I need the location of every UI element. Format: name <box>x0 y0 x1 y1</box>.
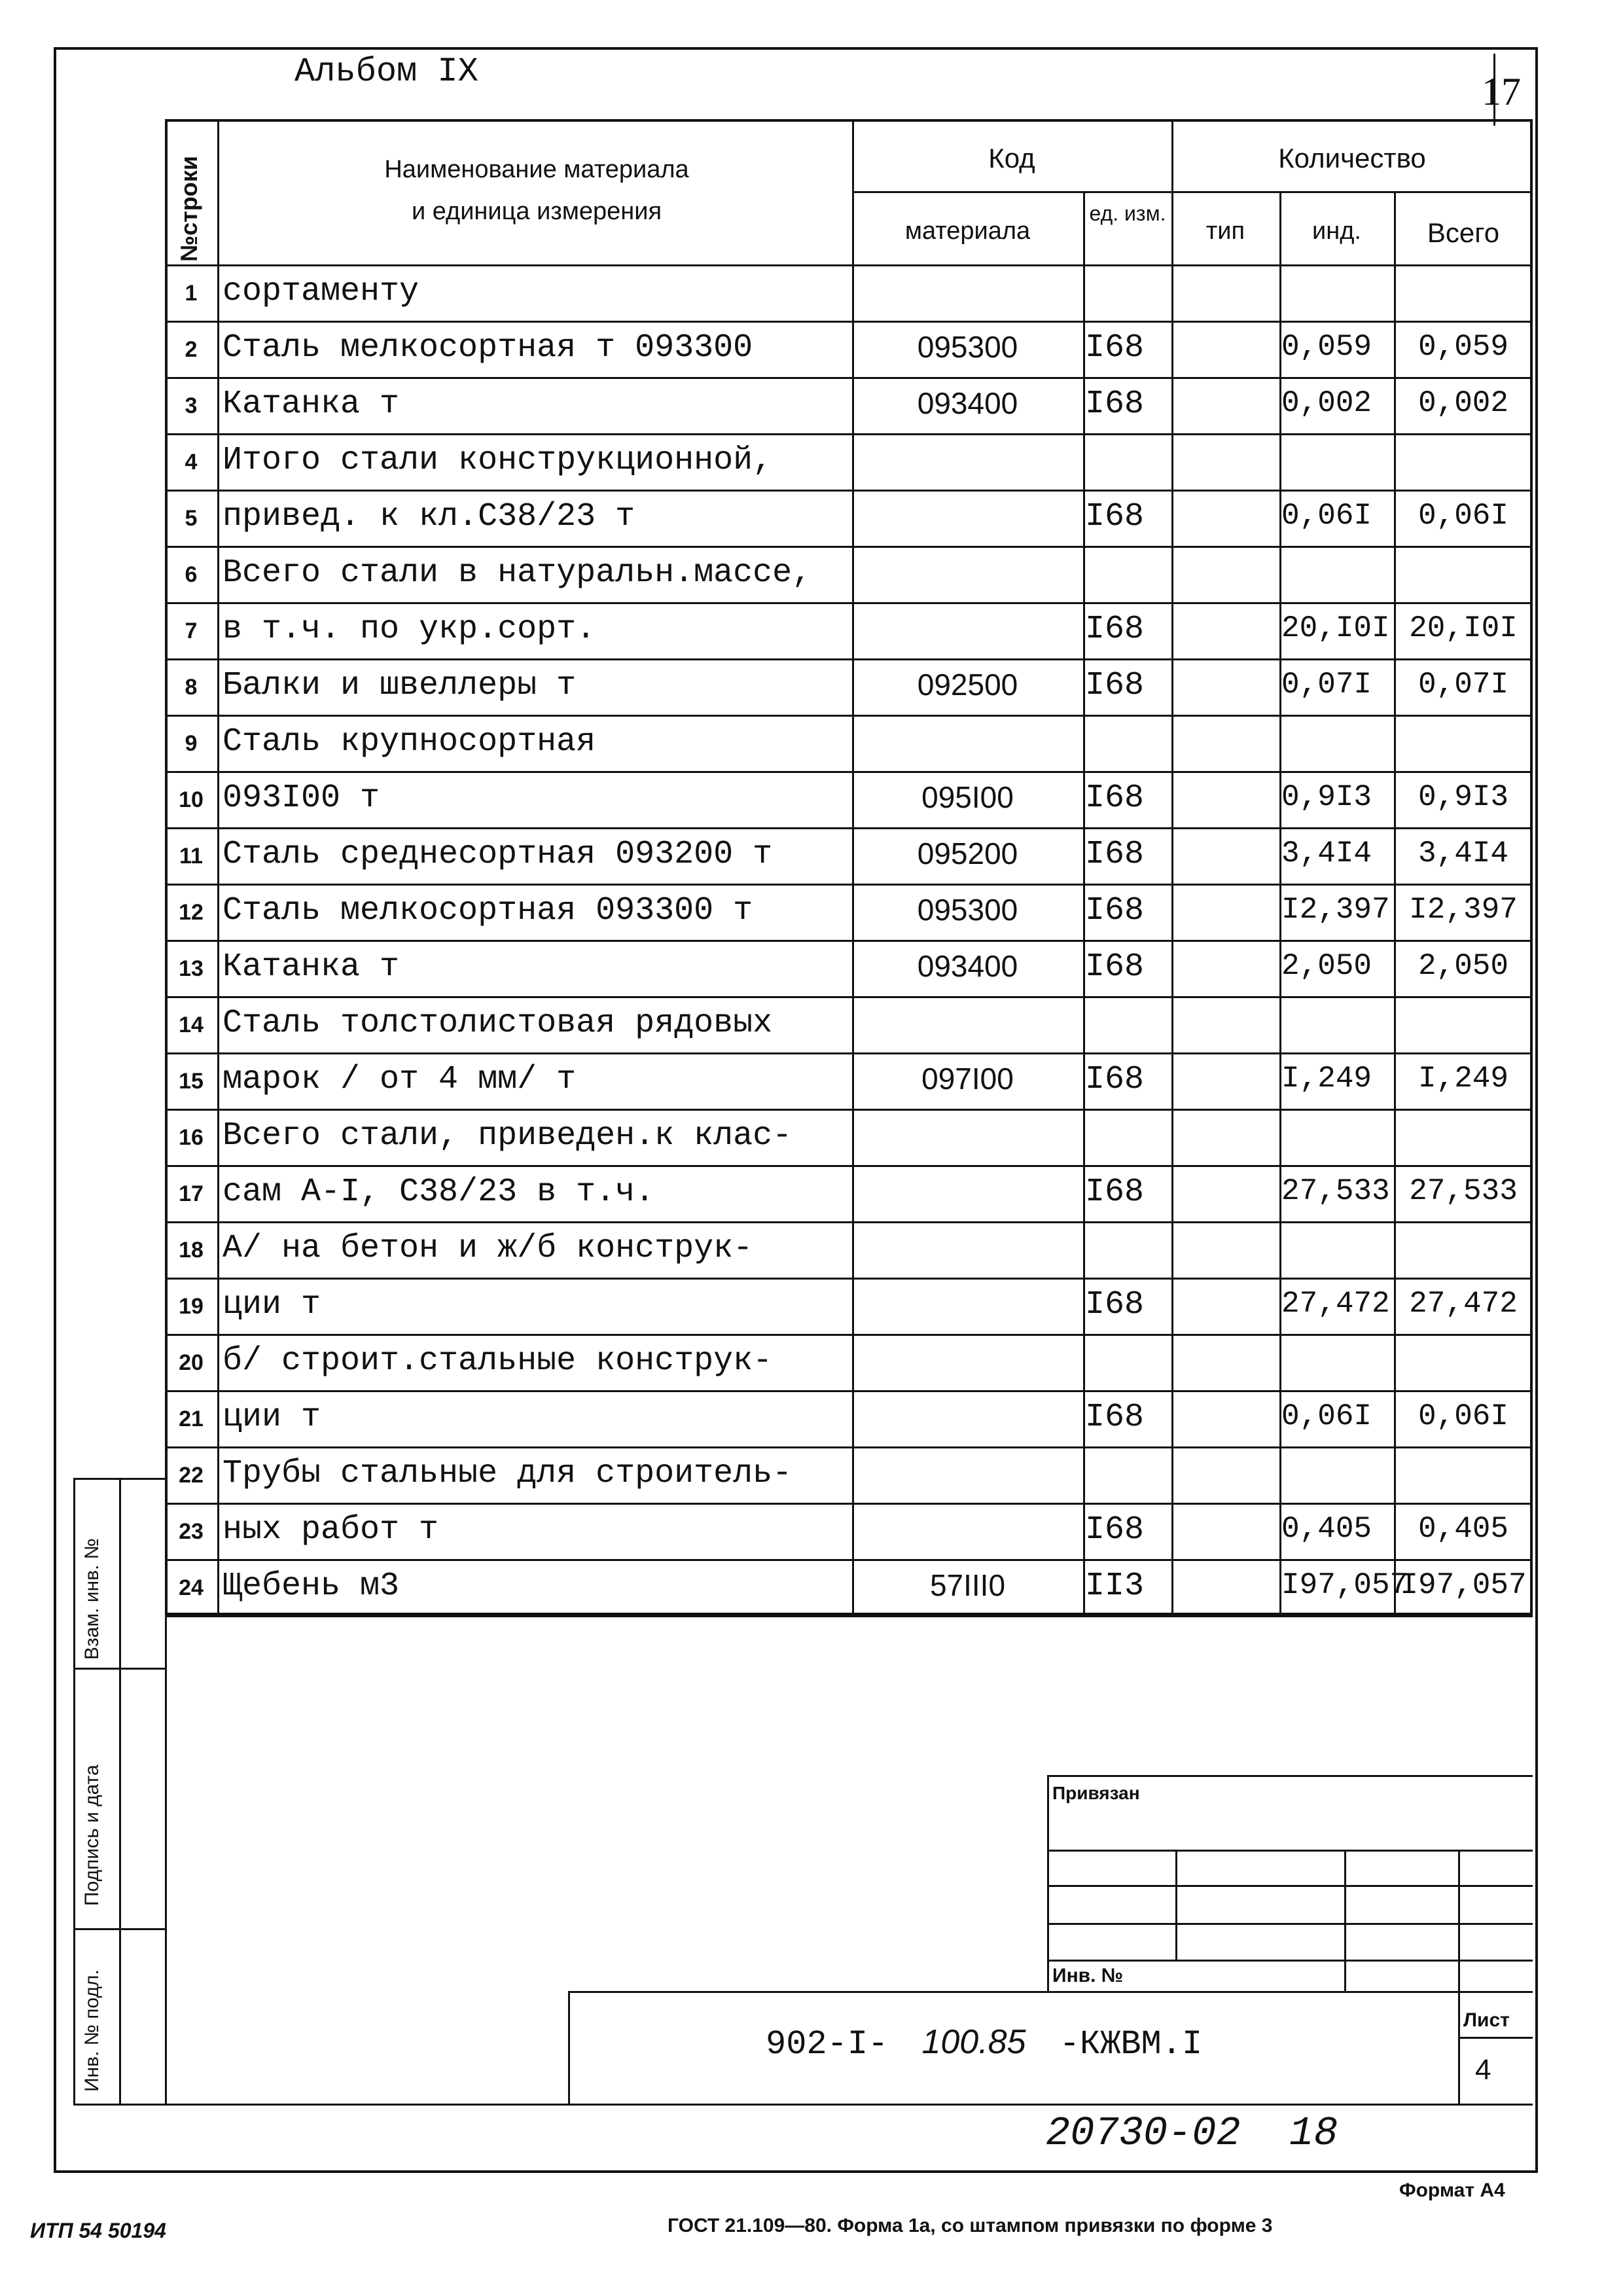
titleblock-line <box>568 1991 570 2104</box>
cell-name: б/ строит.стальные конструк- <box>223 1342 773 1380</box>
cell-n: 9 <box>185 731 198 756</box>
cell-n: 5 <box>185 506 198 531</box>
cell-name: привед. к кл.С38/23 т <box>223 498 635 535</box>
header-quantity: Количество <box>1278 143 1426 173</box>
cell-n: 22 <box>179 1463 204 1488</box>
cell-unit: I68 <box>1085 386 1145 423</box>
cell-unit: I68 <box>1085 498 1145 535</box>
cell-code: 093400 <box>917 949 1018 983</box>
side-strip-line <box>73 1668 165 1670</box>
cell-n: 6 <box>185 562 198 587</box>
row-divider <box>165 321 1533 323</box>
cell-unit: I68 <box>1085 780 1145 817</box>
cell-total: 20,I0I <box>1409 611 1518 645</box>
stamp-line <box>1458 1850 1460 2104</box>
stamp-line <box>1344 1850 1346 1991</box>
cell-total: 0,9I3 <box>1418 780 1509 814</box>
side-label-vzam: Взам. инв. № <box>81 1538 103 1660</box>
doc-code-a: 902-I- <box>766 2025 889 2064</box>
row-divider <box>165 490 1533 492</box>
cell-unit: I68 <box>1085 1061 1145 1098</box>
table-left-ext <box>165 1615 167 2105</box>
cell-ind: 27,533 <box>1281 1174 1390 1208</box>
cell-total: 2,050 <box>1418 949 1509 983</box>
stamp-sheet-label: Лист <box>1463 2009 1510 2031</box>
cell-code: 092500 <box>917 668 1018 702</box>
cell-name: марок / от 4 мм/ т <box>223 1061 577 1098</box>
cell-ind: 0,07I <box>1281 668 1372 702</box>
cell-total: 0,059 <box>1418 330 1509 364</box>
row-divider <box>165 1221 1533 1223</box>
footer-gost: ГОСТ 21.109—80. Форма 1а, со штампом привязки по форме 3 <box>668 2215 1273 2236</box>
cell-n: 17 <box>179 1181 204 1206</box>
cell-code: 095200 <box>917 836 1018 870</box>
cell-ind: 0,06I <box>1281 1399 1372 1433</box>
side-label-podpis: Подпись и дата <box>81 1765 103 1906</box>
cell-n: 7 <box>185 619 198 643</box>
cell-unit: I68 <box>1085 1399 1145 1436</box>
cell-n: 11 <box>179 844 203 869</box>
titleblock-line <box>1458 2037 1533 2039</box>
cell-name: А/ на бетон и ж/б конструк- <box>223 1230 753 1267</box>
row-divider <box>165 771 1533 773</box>
row-divider <box>165 1278 1533 1280</box>
header-name-line2: и единица измерения <box>411 198 662 225</box>
doc-code-c: -КЖВМ.I <box>1059 2025 1203 2064</box>
cell-ind: 2,050 <box>1281 949 1372 983</box>
cell-name: Катанка т <box>223 948 400 986</box>
cell-name: Сталь мелкосортная т 093300 <box>223 329 753 367</box>
stamp-line <box>1175 1850 1177 1960</box>
cell-code: 095I00 <box>921 780 1014 814</box>
cell-total: 3,4I4 <box>1418 836 1509 870</box>
cell-name: в т.ч. по укр.сорт. <box>223 611 596 648</box>
corner-divider <box>1493 54 1495 126</box>
archive-number: 20730-02 18 <box>1046 2110 1338 2157</box>
titleblock-line <box>568 1991 1533 1993</box>
header-unit: ед. изм. <box>1089 202 1166 225</box>
row-divider <box>165 1109 1533 1111</box>
cell-n: 3 <box>185 393 198 418</box>
cell-unit: I68 <box>1085 611 1145 648</box>
row-divider <box>165 433 1533 435</box>
side-strip-line <box>119 1478 121 2105</box>
row-divider <box>165 658 1533 660</box>
cell-ind: 0,002 <box>1281 386 1372 420</box>
format-label: Формат А4 <box>1399 2179 1505 2201</box>
cell-total: I,249 <box>1418 1062 1509 1096</box>
stamp-privyazan: Привязан <box>1052 1783 1140 1803</box>
cell-name: сам А-I, С38/23 в т.ч. <box>223 1174 655 1211</box>
cell-unit: I68 <box>1085 329 1145 367</box>
doc-code <box>766 2022 1202 2064</box>
header-material-code: материала <box>904 217 1031 245</box>
row-divider <box>165 1334 1533 1336</box>
cell-name: Катанка т <box>223 386 400 423</box>
cell-total: I2,397 <box>1409 893 1518 927</box>
stamp-sheet-no: 4 <box>1475 2054 1491 2086</box>
cell-n: 18 <box>179 1238 204 1263</box>
cell-n: 20 <box>179 1350 204 1375</box>
row-divider <box>165 1615 1533 1617</box>
header-type: тип <box>1205 217 1245 245</box>
row-divider <box>165 377 1533 379</box>
row-divider <box>165 602 1533 604</box>
stamp-line <box>1047 1775 1049 1991</box>
page-corner-number: 17 <box>1482 70 1521 113</box>
cell-unit: I68 <box>1085 1511 1145 1549</box>
row-divider <box>165 1390 1533 1392</box>
header-name-line1: Наименование материала <box>384 156 689 183</box>
row-divider <box>165 1052 1533 1054</box>
cell-name: сортаменту <box>223 273 419 310</box>
cell-n: 15 <box>179 1069 204 1094</box>
row-divider <box>165 1446 1533 1448</box>
cell-n: 1 <box>185 281 198 306</box>
cell-unit: II3 <box>1085 1568 1145 1605</box>
cell-unit: I68 <box>1085 892 1145 929</box>
cell-ind: I2,397 <box>1281 893 1390 927</box>
row-divider <box>165 1503 1533 1505</box>
cell-total: 0,405 <box>1418 1512 1509 1546</box>
cell-name: Всего стали, приведен.к клас- <box>223 1117 793 1155</box>
cell-name: 093I00 т <box>223 780 380 817</box>
cell-ind: 0,9I3 <box>1281 780 1372 814</box>
cell-unit: I68 <box>1085 1174 1145 1211</box>
cell-name: Итого стали конструкционной, <box>223 442 773 479</box>
side-strip-line <box>73 1478 75 2105</box>
cell-name: Трубы стальные для строитель- <box>223 1455 793 1492</box>
cell-n: 10 <box>179 787 204 812</box>
album-title: Альбом IX <box>294 52 478 91</box>
cell-total: 0,002 <box>1418 386 1509 420</box>
cell-name: ции т <box>223 1286 321 1323</box>
header-mid-line <box>852 191 1533 193</box>
cell-name: Сталь мелкосортная 093300 т <box>223 892 753 929</box>
cell-n: 16 <box>179 1125 204 1150</box>
cell-n: 24 <box>179 1575 204 1600</box>
cell-n: 23 <box>179 1519 204 1544</box>
side-label-inv-podl: Инв. № подл. <box>81 1969 103 2092</box>
row-divider <box>165 715 1533 717</box>
cell-name: Сталь крупносортная <box>223 723 596 761</box>
cell-unit: I68 <box>1085 836 1145 873</box>
row-divider <box>165 1165 1533 1167</box>
cell-n: 12 <box>179 900 204 925</box>
cell-code: 095300 <box>917 330 1018 364</box>
cell-total: I97,057 <box>1400 1568 1527 1602</box>
header-row-no: №строки <box>175 156 202 262</box>
footer-left: ИТП 54 50194 <box>30 2219 166 2242</box>
cell-name: ных работ т <box>223 1511 439 1549</box>
bottom-frame-line <box>73 2104 1533 2106</box>
cell-total: 0,06I <box>1418 1399 1509 1433</box>
cell-total: 0,07I <box>1418 668 1509 702</box>
row-divider <box>165 827 1533 829</box>
cell-n: 13 <box>179 956 204 981</box>
row-divider <box>165 546 1533 548</box>
cell-unit: I68 <box>1085 667 1145 704</box>
cell-name: Всего стали в натуральн.массе, <box>223 554 812 592</box>
cell-ind: 20,I0I <box>1281 611 1390 645</box>
cell-n: 4 <box>185 450 198 475</box>
side-strip-line <box>73 1478 165 1480</box>
cell-code: 093400 <box>917 386 1018 420</box>
cell-ind: I,249 <box>1281 1062 1372 1096</box>
cell-n: 8 <box>185 675 198 700</box>
doc-code-b: 100.85 <box>921 2023 1026 2061</box>
header-ind: инд. <box>1312 217 1361 245</box>
cell-ind: 27,472 <box>1281 1287 1390 1321</box>
header-code: Код <box>988 143 1035 173</box>
cell-name: ции т <box>223 1399 321 1436</box>
cell-n: 2 <box>185 337 198 362</box>
cell-ind: I97,057 <box>1281 1568 1408 1602</box>
row-divider <box>165 940 1533 942</box>
header-bottom-line <box>165 264 1533 266</box>
cell-total: 27,472 <box>1409 1287 1518 1321</box>
row-divider <box>165 1559 1533 1561</box>
stamp-inv-no: Инв. № <box>1052 1965 1124 1986</box>
side-strip-line <box>73 1928 165 1930</box>
stamp-line <box>1047 1775 1533 1777</box>
cell-name: Сталь среднесортная 093200 т <box>223 836 773 873</box>
header-total: Всего <box>1427 217 1500 248</box>
cell-unit: I68 <box>1085 1286 1145 1323</box>
cell-n: 19 <box>179 1294 204 1319</box>
cell-code: 097I00 <box>921 1062 1014 1096</box>
cell-code: 095300 <box>917 893 1018 927</box>
cell-n: 21 <box>179 1407 204 1431</box>
cell-n: 14 <box>179 1013 204 1037</box>
cell-name: Сталь толстолистовая рядовых <box>223 1005 773 1042</box>
cell-name: Щебень м3 <box>223 1568 400 1605</box>
cell-name: Балки и швеллеры т <box>223 667 577 704</box>
cell-ind: 0,059 <box>1281 330 1372 364</box>
cell-ind: 0,405 <box>1281 1512 1372 1546</box>
row-divider <box>165 996 1533 998</box>
cell-ind: 0,06I <box>1281 499 1372 533</box>
cell-total: 0,06I <box>1418 499 1509 533</box>
cell-unit: I68 <box>1085 948 1145 986</box>
row-divider <box>165 884 1533 886</box>
cell-code: 57III0 <box>929 1568 1006 1602</box>
cell-total: 27,533 <box>1409 1174 1518 1208</box>
cell-ind: 3,4I4 <box>1281 836 1372 870</box>
